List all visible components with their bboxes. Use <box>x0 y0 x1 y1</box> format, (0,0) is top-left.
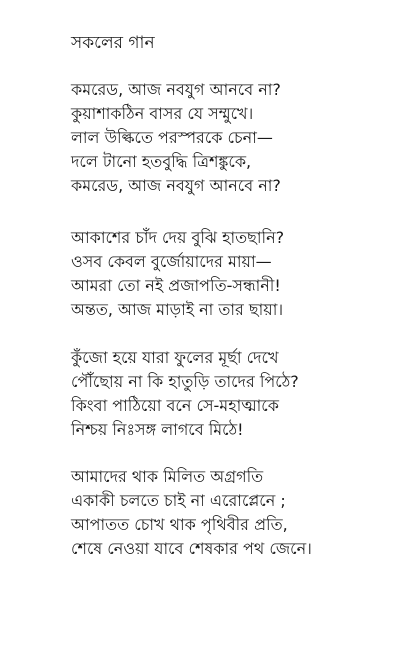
poem-line: পৌঁছোয় না কি হাতুড়ি তাদের পিঠে? <box>71 372 299 391</box>
poem-line: কুঁজো হয়ে যারা ফুলের মূর্ছা দেখে <box>71 348 279 367</box>
poem-line: কিংবা পাঠিয়ো বনে সে-মহাত্মাকে <box>71 396 279 415</box>
poem-line: কুয়াশাকঠিন বাসর যে সম্মুখে। <box>71 104 254 123</box>
poem-line: দলে টানো হতবুদ্ধি ত্রিশঙ্কুকে, <box>71 152 252 171</box>
poem-line: নিশ্চয় নিঃসঙ্গ লাগবে মিঠে! <box>71 420 244 439</box>
poem-line: লাল উল্কিতে পরস্পরকে চেনা— <box>71 128 273 147</box>
poem-line: আপাতত চোখ থাক পৃথিবীর প্রতি, <box>71 515 288 534</box>
stanza-3 <box>71 346 391 442</box>
poem-line: কমরেড, আজ নবযুগ আনবে না? <box>71 80 281 99</box>
poem-line: আকাশের চাঁদ দেয় বুঝি হাতছানি? <box>71 228 285 247</box>
poem-title: সকলের গান <box>71 33 155 53</box>
stanza-1 <box>71 78 391 198</box>
stanza-2 <box>71 226 391 322</box>
poem-line: আমাদের থাক মিলিত অগ্রগতি <box>71 467 264 486</box>
poem-line: ওসব কেবল বুর্জোয়াদের মায়া— <box>71 252 272 271</box>
stanza-4 <box>71 465 391 561</box>
poem-line: আমরা তো নই প্রজাপতি-সন্ধানী! <box>71 276 281 295</box>
poem-line: অন্তত, আজ মাড়াই না তার ছায়া। <box>71 300 284 319</box>
poem-line: একাকী চলতে চাই না এরোপ্লেনে ; <box>71 491 286 510</box>
poem-line: কমরেড, আজ নবযুগ আনবে না? <box>71 176 281 195</box>
poem-line: শেষে নেওয়া যাবে শেষকার পথ জেনে। <box>71 539 312 558</box>
